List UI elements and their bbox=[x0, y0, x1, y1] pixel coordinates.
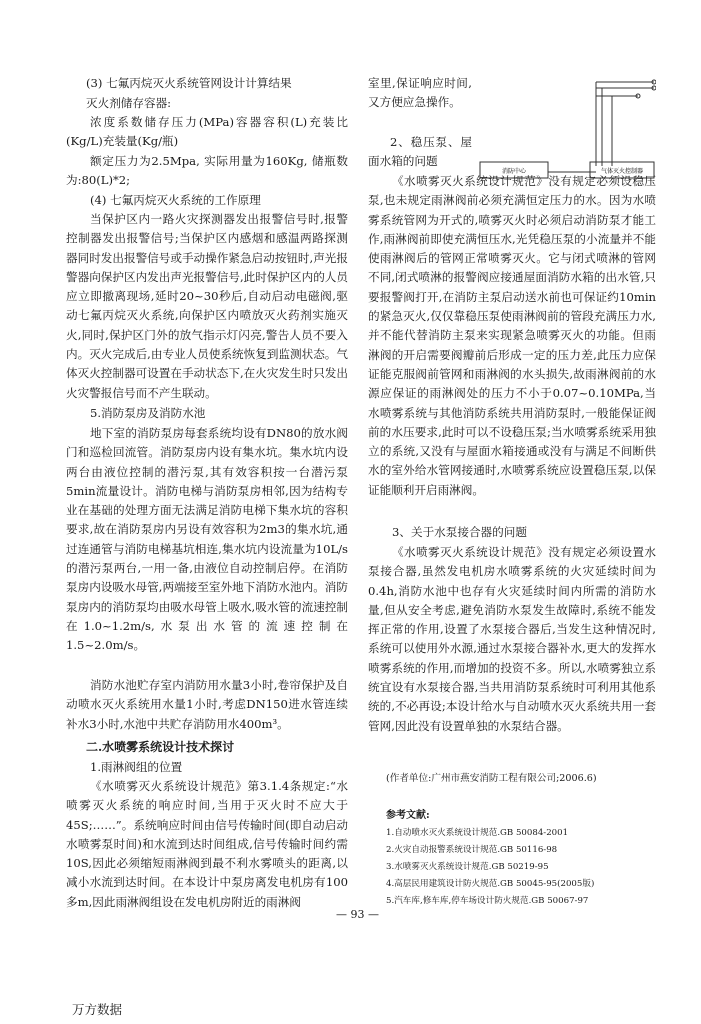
heading-pump-room: 5.消防泵房及消防水池 bbox=[90, 406, 206, 420]
pump-room-text: 地下室的消防泵房每套系统均设有DN80的放水阀门和巡检回流管。消防泵房内设有集水坑。集水坑内设两台由液位控制的潜污泵,其有效容积按一台潜污泵5min流量设计。消防电梯与消防泵房相邻,因为结构专业在基础的处理方面无法满足消防电梯下集水坑的容积要求,故在消防泵房内另设有效容积为2m3的集水坑,通过连通管与消防电梯基坑相连,集水坑内设流量为10L/s的潜污泵两台,一用一备,由液位自动控制启停。在消防泵房内设吸水母管,两端接至室外地下消防水池内。消防泵房内的消防泵均由吸水母管上吸水,吸水管的流速控制在1.0~1.2m/s,水泵出水管的流速控制在1.5~2.0m/s。 bbox=[66, 426, 348, 653]
section-title-water-spray: 二.水喷雾系统设计技术探讨 bbox=[86, 740, 235, 754]
water-pool-text: 消防水池贮存室内消防用水量3小时,卷帘保护及自动喷水灭火系统用水量1小时,考虑DN150进水管连续补水3小时,水池中共贮存消防用水400m³。 bbox=[66, 678, 348, 731]
heading-calc-result: (3) 七氟丙烷灭火系统管网设计计算结果 bbox=[86, 76, 292, 90]
diagram-svg bbox=[478, 74, 656, 182]
pressure-pump-text: 《水喷雾灭火系统设计规范》没有规定必须设稳压泵,也未规定雨淋阀前必须充满恒定压力的水。因为水喷雾系统管网为开式的,喷雾灭火时必须启动消防泵才能工作,雨淋阀前即使充满恒压水,光凭稳压泵的小流量并不能使雨淋阀后的管网正常喷雾灭火。它与闭式喷淋的管网不同,闭式喷淋的报警阀应接通屋面消防水箱的出水管,只要报警阀打开,在消防主泵启动送水前也可保证约10min的紧急灭火,仅仅靠稳压泵使雨淋阀前的管段充满压力水,并不能代替消防主泵来实现紧急喷雾灭火的功能。但雨淋阀的开启需要阀瓣前后形成一定的压力差,此压力应保证能克服阀前管网和雨淋阀的水头损失,故雨淋阀前的水源应保证的雨淋阀处的压力不小于0.07~0.10MPa,当水喷雾系统与其他消防系统共用消防泵时,一般能保证阀前的水压要求,此时可以不设稳压泵;当水喷雾系统采用独立的系统,又没有与屋面水箱接通或没有与满足不间断供水的室外给水管网接通时,水喷雾系统应设置稳压泵,以保证能顺利开启雨淋阀。 bbox=[368, 174, 656, 497]
heading-valve-position: 1.雨淋阀组的位置 bbox=[90, 760, 183, 774]
fire-center-label: 消防中心 bbox=[501, 168, 527, 175]
heading-work-principle: (4) 七氟丙烷灭火系统的工作原理 bbox=[90, 193, 261, 207]
reference-item: 1.自动喷水灭火系统设计规范.GB 50084-2001 bbox=[386, 828, 569, 838]
work-principle-text: 当保护区内一路火灾探测器发出报警信号时,报警控制器发出报警信号;当保护区内感烟和感温两路探测器同时发出报警信号或手动操作紧急启动按钮时,声光报警器向保护区内发出声光报警信号,此时保护区内的人员应立即撤离现场,延时20~30秒后,自动启动电磁阀,驱动七氟丙烷灭火系统,向保护区内喷放灭火药剂实施灭火,同时,保护区门外的放气指示灯闪亮,警告人员不要入内。灭火完成后,由专业人员使系统恢复到监测状态。气体灭火控制器可设置在手动状态下,在火灾发生时只发出火灾警报信号而不产生联动。 bbox=[66, 212, 348, 400]
gas-controller-label: 气体灭火控制器 bbox=[600, 168, 644, 175]
author-affiliation: (作者单位:广州市燕安消防工程有限公司;2006.6) bbox=[386, 773, 597, 784]
reference-item: 5.汽车库,修车库,停车场设计防火规范.GB 50067-97 bbox=[386, 896, 589, 906]
watermark-text: 万方数据 bbox=[72, 1002, 123, 1017]
rated-pressure: 额定压力为2.5Mpa, 实际用量为160Kg, 储瓶数为:80(L)*2; bbox=[66, 154, 348, 188]
references-title: 参考文献: bbox=[386, 810, 430, 821]
container-params: 浓度系数储存压力(MPa)容器容积(L)充装比(Kg/L)充装量(Kg/瓶) bbox=[66, 115, 348, 149]
agent-container-label: 灭火剂储存容器: bbox=[86, 96, 172, 110]
page-number: — 93 — bbox=[336, 908, 379, 921]
pump-adapter-text: 《水喷雾灭火系统设计规范》没有规定必须设置水泵接合器,虽然发电机房水喷雾系统的火灾延续时间为0.4h,消防水池中也存有火灾延续时间内所需的消防水量,但从安全考虑,避免消防水泵发生故障时,系统不能发挥正常的作用,设置了水泵接合器后,当发生这种情况时,系统可以使用外水源,通过水泵接合器补水,更大的发挥水喷雾系统的作用,而增加的投资不多。所以,水喷雾独立系统宜设有水泵接合器,当共用消防泵系统时可利用其他系统的,不必再设;本设计给水与自动喷水灭火系统共用一套管网,因此没有设置单独的水泵结合器。 bbox=[368, 545, 656, 733]
valve-room-text: 室里,保证响应时间,又方便应急操作。 bbox=[368, 76, 472, 110]
heading-pressure-pump: 2、稳压泵、屋面水箱的问题 bbox=[368, 135, 472, 169]
reference-item: 3.水喷雾灭火系统设计规范.GB 50219-95 bbox=[386, 862, 549, 872]
reference-item: 2.火灾自动报警系统设计规范.GB 50116-98 bbox=[386, 845, 558, 855]
valve-position-text: 《水喷雾灭火系统设计规范》第3.1.4条规定:“水喷雾灭火系统的响应时间,当用于灭火时不应大于45S;……”。系统响应时间由信号传输时间(即自动启动水喷雾泵时间)和水流到达时间组成,信号传输时间约需10S,因此必须缩短雨淋阀到最不利水雾喷头的距离,以减小水流到达时间。在本设计中泵房离发电机房有100多m,因此雨淋阀组设在发电机房附近的雨淋阀 bbox=[66, 779, 348, 909]
connection-diagram bbox=[478, 74, 656, 182]
reference-item: 4.高层民用建筑设计防火规范.GB 50045-95(2005版) bbox=[386, 879, 595, 889]
heading-pump-adapter: 3、关于水泵接合器的问题 bbox=[392, 525, 527, 539]
